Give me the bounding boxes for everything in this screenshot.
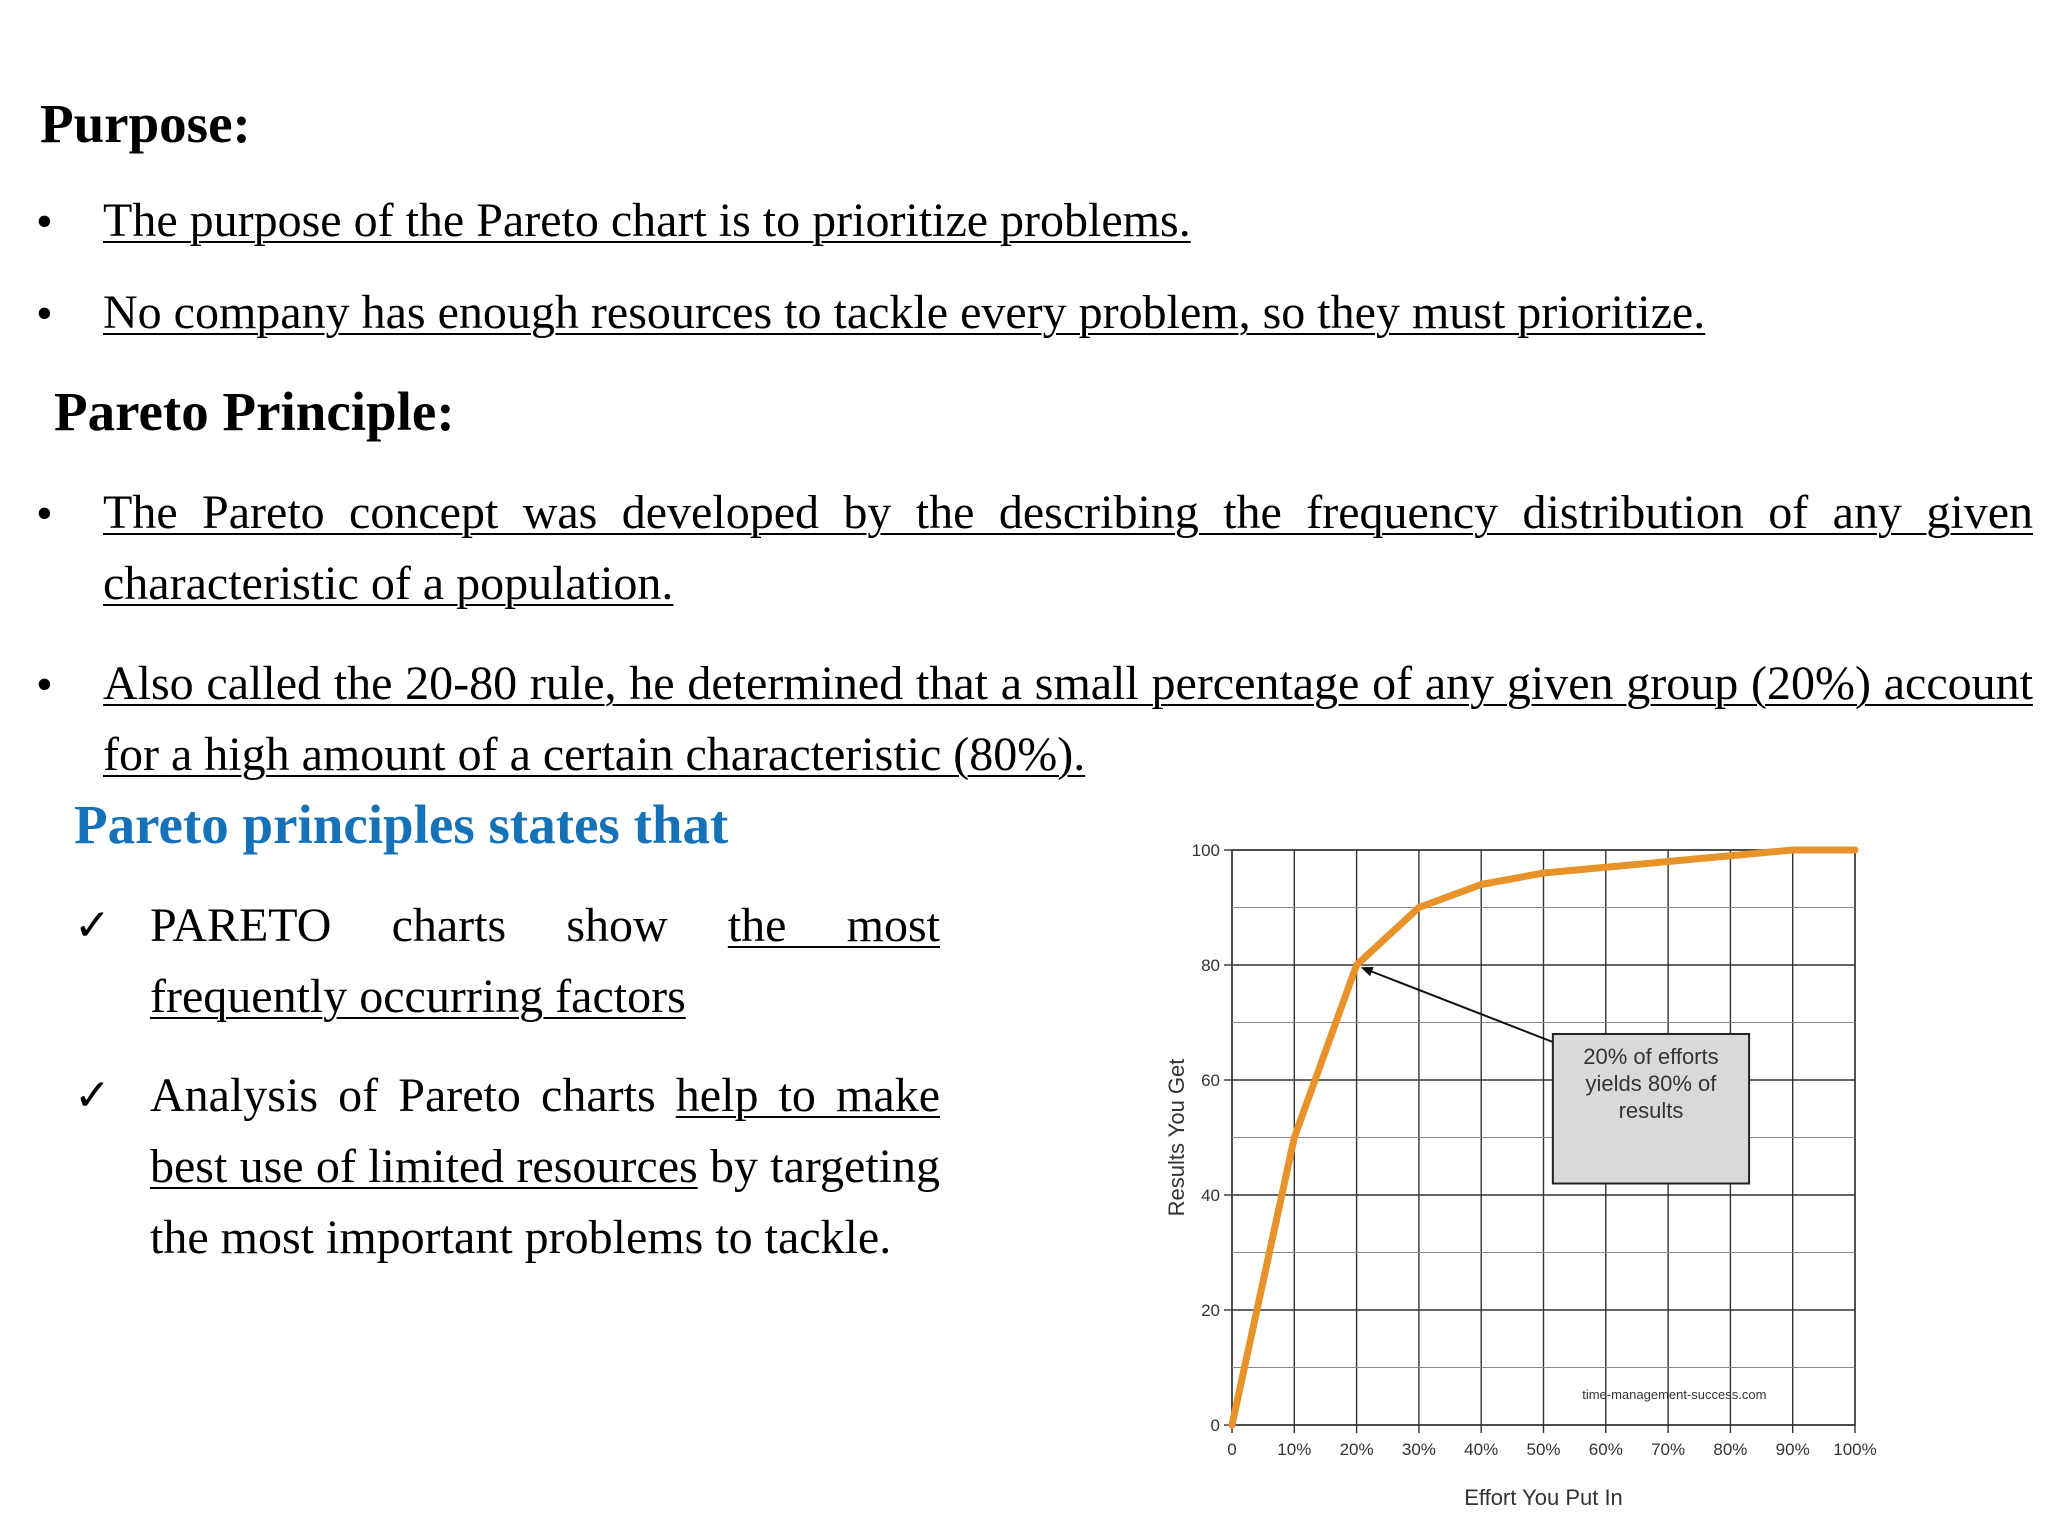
x-tick-label: 10% [1277, 1440, 1312, 1459]
x-tick-label: 60% [1588, 1440, 1623, 1459]
checkmark-icon: ✓ [74, 1070, 111, 1121]
data-point [1666, 859, 1671, 864]
data-point [1479, 882, 1484, 887]
principle-bullet-1-text: The Pareto concept was developed by the describing the frequency distribution of any given characteristic of a population. [103, 486, 2033, 610]
states-item-2-underlined: help to make best use of limited resources [150, 1069, 941, 1193]
x-axis-title: Effort You Put In [1464, 1485, 1623, 1510]
bullet-dot: • [36, 195, 53, 248]
checkmark-icon: ✓ [74, 900, 111, 951]
data-point [1603, 865, 1608, 870]
bullet-dot: • [36, 487, 53, 540]
data-point [1292, 1135, 1297, 1140]
data-point [1354, 963, 1359, 968]
x-tick-label: 80% [1713, 1440, 1748, 1459]
y-tick-label: 0 [1210, 1416, 1220, 1435]
y-tick-label: 40 [1201, 1186, 1220, 1205]
principle-bullet-2-text: Also called the 20-80 rule, he determined that a small percentage of any given group (20%) account for a high amount of a certain characteristic (80%). [103, 657, 2033, 781]
purpose-heading: Purpose: [40, 93, 251, 154]
y-tick-label: 100 [1191, 841, 1220, 860]
pareto-chart-svg [1160, 820, 1900, 1520]
bullet-dot: • [36, 658, 53, 711]
callout-text-line: yields 80% of [1585, 1071, 1717, 1096]
principle-bullet-1 [103, 477, 2033, 619]
callout-text-line: 20% of efforts [1583, 1044, 1719, 1069]
x-tick-label: 20% [1339, 1440, 1374, 1459]
states-item-1-underlined: the most frequently occurring factors [150, 899, 940, 1023]
data-point [1853, 848, 1858, 853]
data-point [1230, 1423, 1235, 1428]
pareto-chart [1160, 820, 1900, 1520]
states-item-2-plain: Analysis of Pareto charts [150, 1069, 676, 1122]
states-item-1-plain: PARETO charts show [150, 899, 728, 952]
data-point [1790, 848, 1795, 853]
purpose-bullet-2 [103, 277, 2033, 348]
watermark-text: time-management-success.com [1582, 1387, 1767, 1403]
chart-grid [1232, 850, 1855, 1425]
states-item-2 [150, 1060, 940, 1273]
purpose-bullet-1 [103, 185, 2033, 256]
data-point [1541, 871, 1546, 876]
y-tick-label: 20 [1201, 1301, 1220, 1320]
x-tick-label: 30% [1401, 1440, 1436, 1459]
states-item-1 [150, 890, 940, 1032]
x-tick-label: 90% [1775, 1440, 1810, 1459]
y-tick-label: 60 [1201, 1071, 1220, 1090]
x-tick-label: 40% [1464, 1440, 1499, 1459]
x-tick-label: 100% [1833, 1440, 1877, 1459]
principle-heading: Pareto Principle: [54, 381, 455, 442]
x-tick-label: 0 [1227, 1440, 1237, 1459]
x-tick-label: 70% [1651, 1440, 1686, 1459]
y-tick-label: 80 [1201, 956, 1220, 975]
bullet-dot: • [36, 287, 53, 340]
data-point [1416, 905, 1421, 910]
y-axis-title: Results You Get [1164, 1058, 1189, 1217]
states-item-2-plain-2: by targeting the most important problems to tackle. [150, 1140, 941, 1264]
data-point [1728, 853, 1733, 858]
purpose-bullet-1-text: The purpose of the Pareto chart is to prioritize problems. [103, 194, 1191, 247]
x-tick-label: 50% [1526, 1440, 1561, 1459]
callout-text-line: results [1618, 1098, 1684, 1123]
states-heading: Pareto principles states that [74, 794, 729, 855]
purpose-bullet-2-text: No company has enough resources to tackle every problem, so they must prioritize. [103, 286, 1706, 339]
principle-bullet-2 [103, 648, 2033, 790]
